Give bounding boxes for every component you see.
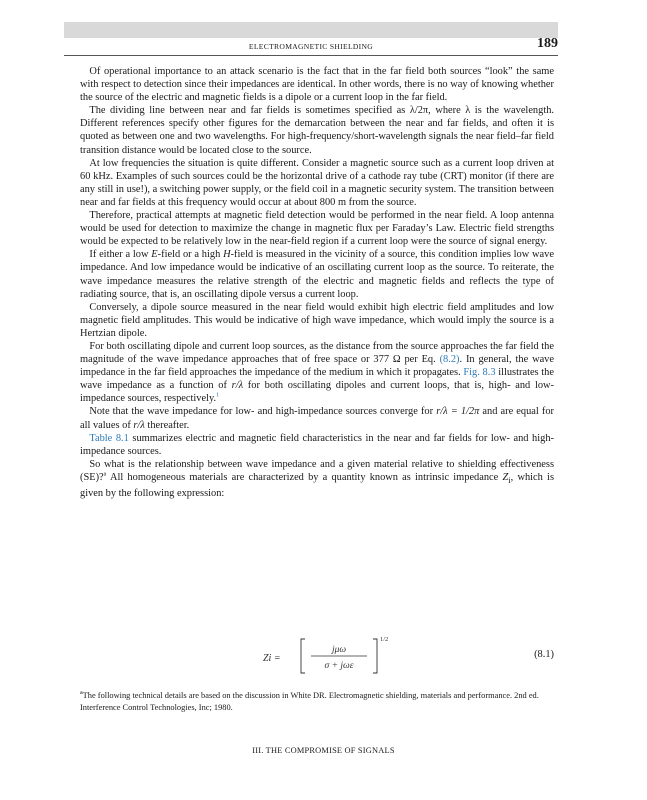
paragraph-1: Of operational importance to an attack scenario is the fact that in the far field both sources “look” the same with respect to detection since their impedances are identical. In other words, there is no way of knowing whether the source of the electric and magnetic fields is a dipole or a current loop in the far field. [80, 66, 554, 104]
text-run: -field or a high [157, 249, 224, 261]
equation-exponent: 1/2 [380, 636, 389, 643]
equation-number: (8.1) [534, 649, 554, 660]
paragraph-2: The dividing line between near and far fields is sometimes specified as λ/2π, where λ is the wavelength. Different references specify other figures for the demarcation between the near and far fields, and often it is quoted as between one and two wavelengths. For high-frequency/short-wavelength signals the near field–far field transition distance would be located close to the source. [80, 105, 554, 156]
paragraph-3: At low frequencies the situation is quite different. Consider a magnetic source such as a current loop driven at 60 kHz. Examples of such sources could be the horizontal drive of a cathode ray tube (CRT) monitor (if there are any still in use!), a switching power supply, or the field coil in a magnetic security system. The transition between near and far fields at this frequency would occur at about 800 m from the source. [80, 157, 554, 208]
equation-numerator: jμω [331, 645, 347, 655]
footnote-ref-1[interactable]: 1 [216, 392, 220, 399]
text-run: Note that the wave impedance for low- and high-impedance sources converge for [89, 406, 437, 418]
left-bracket [301, 639, 305, 673]
running-title: ELECTROMAGNETIC SHIELDING [248, 42, 374, 51]
text-run: For both oscillating dipole and current loop sources, as the distance from the source approaches the far field the magnitude of the wave impedance approaches that of free space or 377 Ω per Eq. [80, 340, 554, 366]
paragraph-4: Therefore, practical attempts at magnetic field detection would be performed in the near field. A loop antenna would be used for detection to maximize the change in magnetic flux per Faraday’s Law. Electric field strengths would be expected to be relatively low in the near-field region if a current loop were the source of signal energy. [80, 210, 554, 248]
text-run: So what is the relationship between wave impedance and a given material relative to shielding effectiveness (SE)? [80, 458, 554, 483]
footnote-ref-a[interactable]: a [103, 471, 107, 478]
footnote [80, 690, 554, 714]
paragraph-10 [80, 458, 554, 500]
equation-8-1 [80, 633, 554, 679]
running-header [64, 38, 558, 56]
text-run: . In general, the wave impedance in the far field approaches the impedance of the medium in which it propagates. [80, 354, 554, 379]
text-run: All homogeneous materials are characterized by a quantity known as intrinsic impedance [106, 471, 503, 483]
equation-graphic [255, 633, 445, 679]
paragraph-9 [80, 432, 554, 458]
ratio-symbol: r/λ [231, 380, 244, 392]
paragraph-7 [80, 340, 554, 405]
impedance-subscript: i [508, 474, 511, 485]
text-run: and are equal for all values of [80, 406, 554, 431]
text-run: , which is given by the following expression: [80, 471, 554, 500]
page-number: 189 [537, 36, 558, 51]
text-run: If either a low [89, 249, 152, 261]
table-link[interactable]: Table 8.1 [89, 432, 129, 444]
page-footer: III. THE COMPROMISE OF SIGNALS [252, 746, 395, 755]
paragraph-5 [80, 248, 554, 300]
text-run: for both oscillating dipoles and current loops, that is, high- and low-impedance sources, respectively. [80, 380, 554, 405]
equation-link[interactable]: (8.2) [439, 354, 460, 366]
text-run: illustrates the wave impedance as a function of [80, 367, 554, 392]
header-bar [64, 22, 558, 38]
right-bracket [373, 639, 377, 673]
paragraph-6: Conversely, a dipole source measured in the near field would exhibit high electric field amplitudes and low magnetic field amplitudes. This would be indicative of high wave impedance, which would imply the source is a Hertzian dipole. [80, 301, 554, 339]
equation-denominator: σ + jωε [324, 661, 354, 671]
e-field-symbol: E [151, 249, 158, 261]
ratio-symbol: r/λ [133, 419, 145, 431]
footnote-text: The following technical details are based on the discussion in White DR. Electromagnetic shielding, materials and performance. 2nd ed. Interference Control Technologies, Inc; 1980. [80, 691, 539, 712]
h-field-symbol: H [223, 249, 231, 261]
footnote-marker: a [80, 690, 83, 697]
figure-link[interactable]: Fig. 8.3 [463, 367, 496, 379]
text-run: thereafter. [144, 419, 190, 431]
body-text [80, 65, 554, 500]
equation-lhs: Zi = [263, 653, 281, 664]
condition-symbol: r/λ = 1/2π [436, 406, 480, 418]
paragraph-8 [80, 405, 554, 431]
text-run: summarizes electric and magnetic field characteristics in the near and far fields for low- and high-impedance sources. [80, 432, 554, 457]
impedance-symbol: Z [502, 471, 509, 483]
text-run: -field is measured in the vicinity of a source, this condition implies low wave impedance. And low impedance would be indicative of an oscillating current loop as the source. To reiterate, the wave impedance measures the relative strength of the electric and magnetic fields and reflects the type of radiating source, that is, an oscillating dipole versus a current loop. [80, 249, 554, 300]
